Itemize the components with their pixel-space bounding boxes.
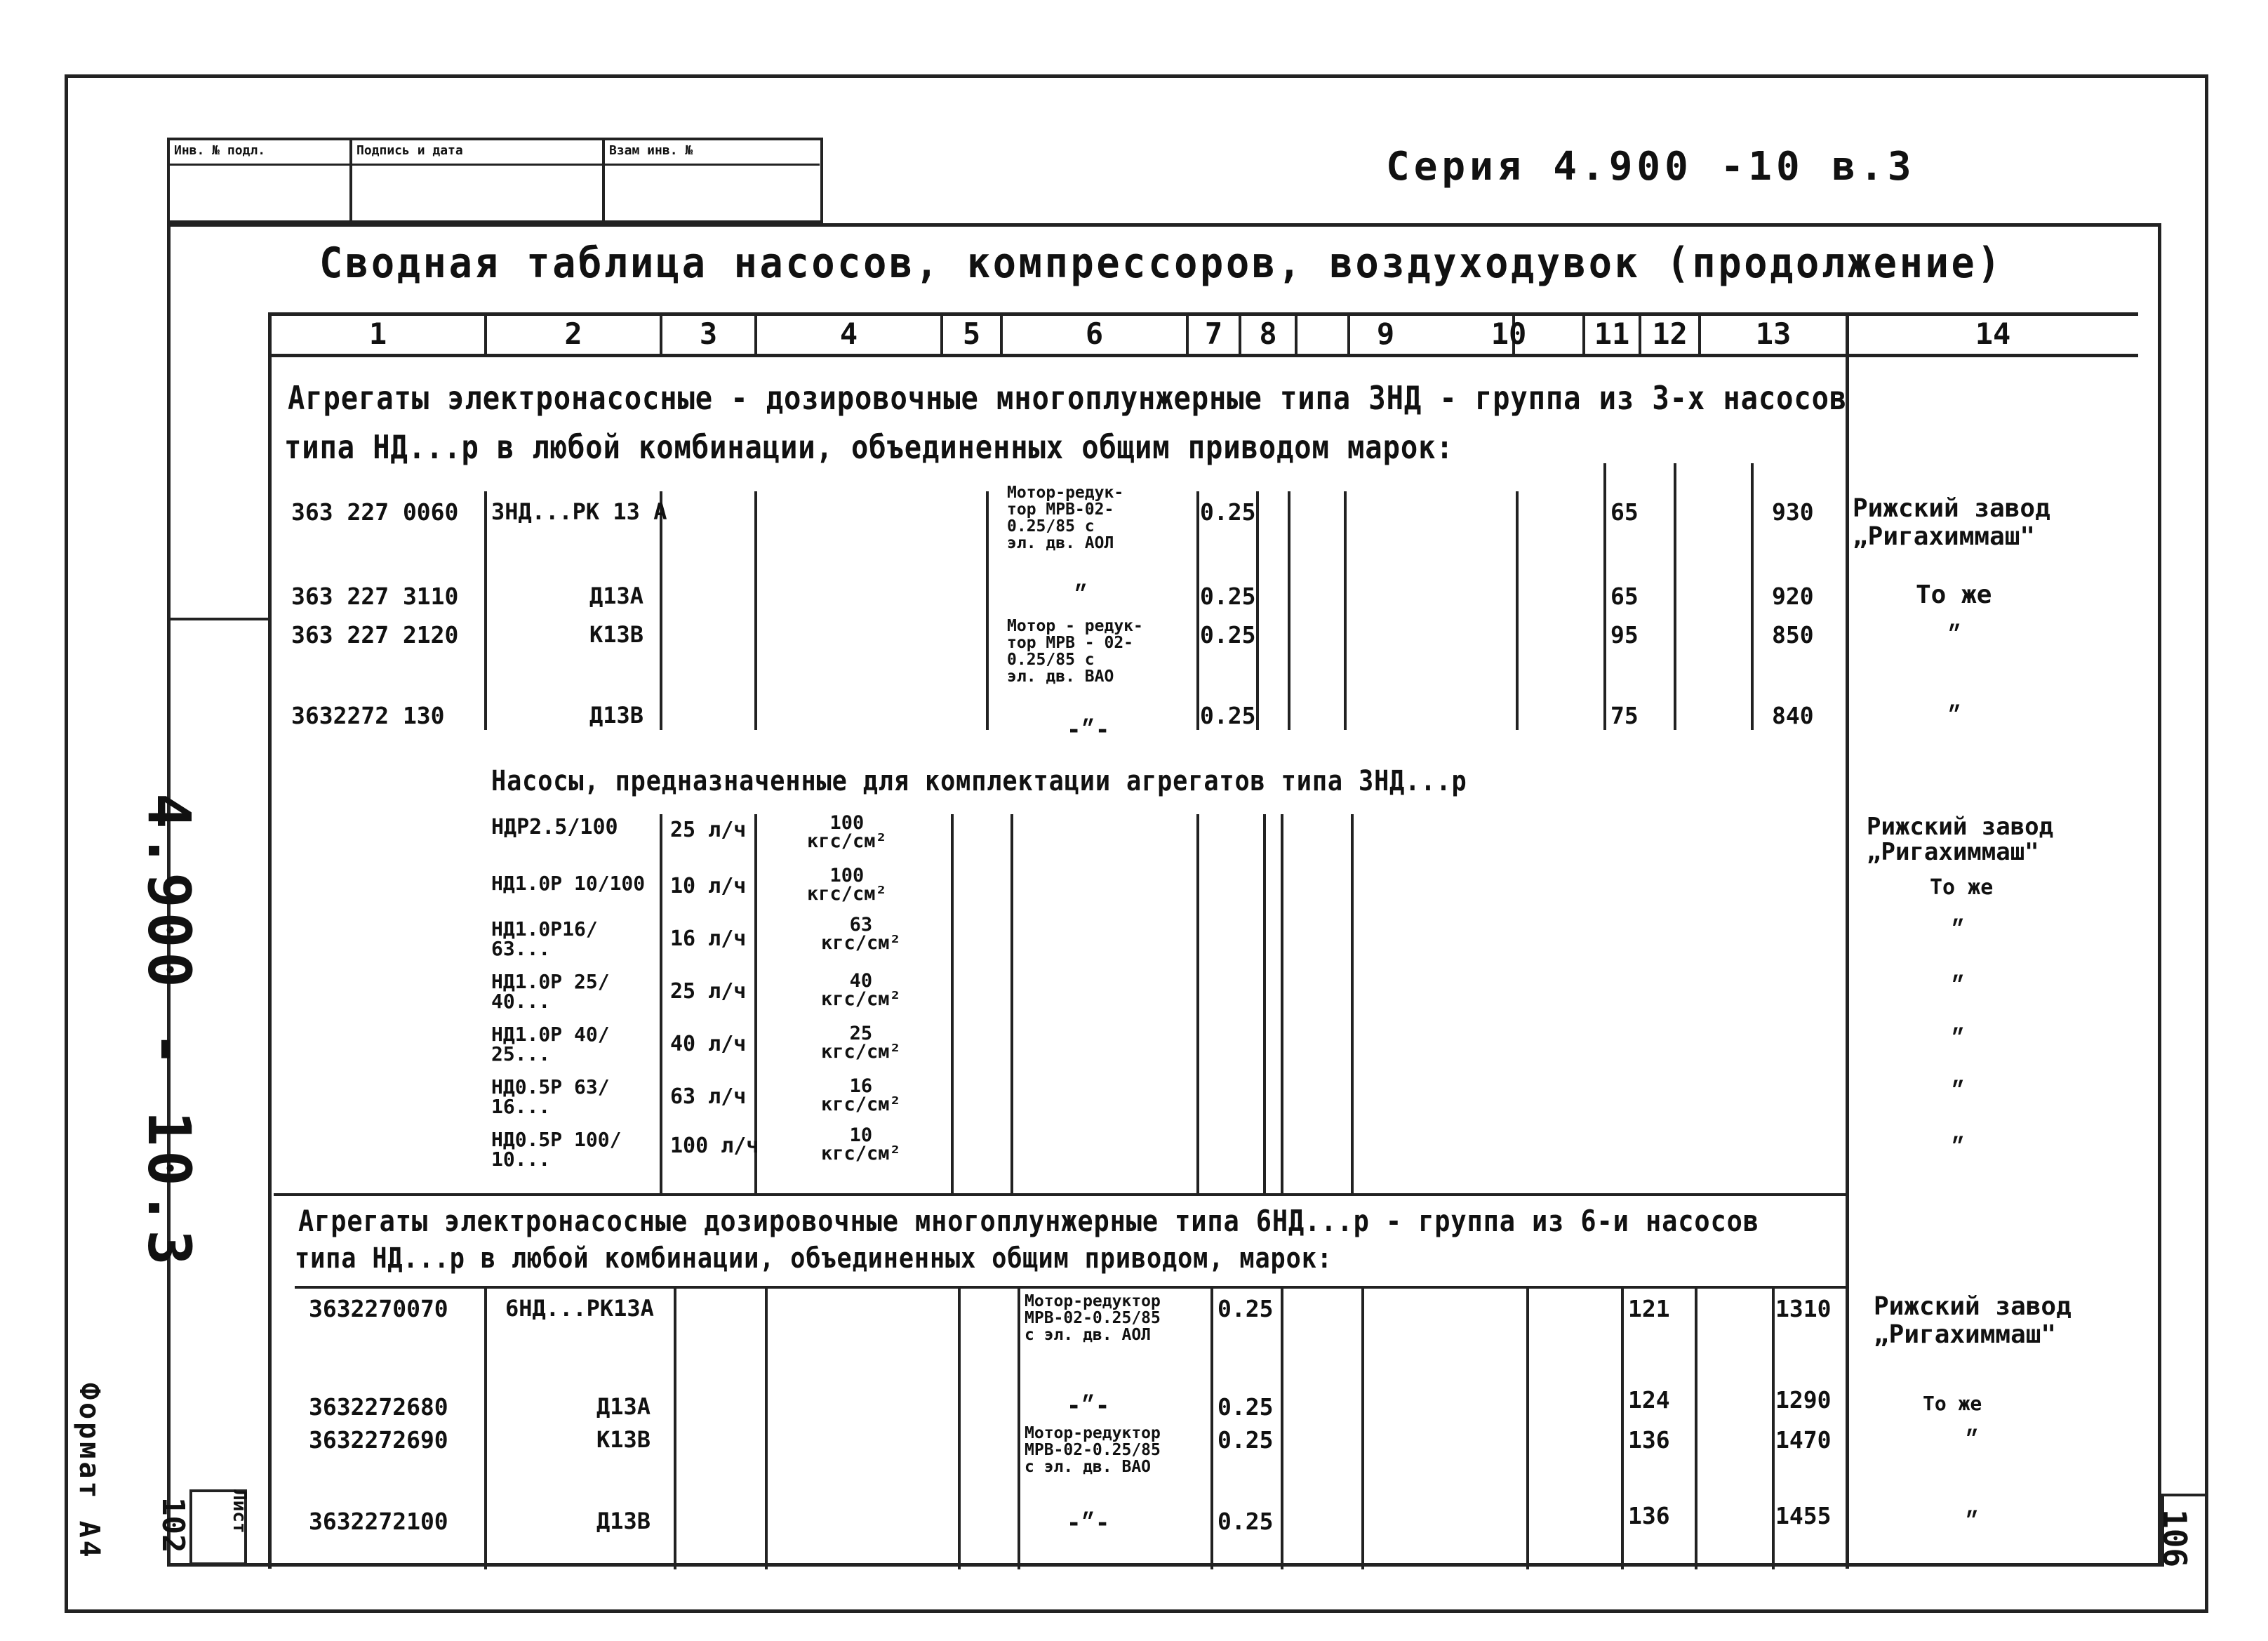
col-rule	[1196, 491, 1199, 730]
col-rule	[1281, 814, 1283, 1193]
s2-row4-power: 0.25	[1218, 1508, 1274, 1535]
col-rule	[754, 491, 757, 730]
s1-row3-code: 363 227 2120	[291, 621, 459, 649]
col-header-3: 3	[699, 317, 718, 351]
s1-row3-power: 0.25	[1200, 621, 1256, 649]
sub-row7-maker: ״	[1951, 1134, 1966, 1162]
s1-row4-power: 0.25	[1200, 702, 1256, 729]
s2-row3-mark: К13В	[596, 1426, 651, 1453]
stamp-block	[167, 138, 823, 223]
page-number: 106	[2156, 1509, 2194, 1568]
col-rule	[1772, 1289, 1775, 1569]
s1-row1-col11: 65	[1610, 498, 1639, 526]
sub-row3-mark: НД1.0Р16/ 63...	[491, 917, 598, 960]
col-rule	[1018, 1289, 1020, 1569]
s1-row4-col11: 75	[1610, 702, 1639, 729]
s1-row4-col13: 840	[1772, 702, 1814, 729]
s1-row2-power: 0.25	[1200, 583, 1256, 610]
s2-row2-code: 3632272680	[309, 1393, 448, 1421]
section-divider	[274, 1193, 1849, 1196]
col-header-14: 14	[1975, 317, 2011, 351]
page-title: Сводная таблица насосов, компрессоров, воздуходувок (продолжение)	[319, 239, 2003, 288]
col-rule	[1526, 1289, 1529, 1569]
s1-row2-col13: 920	[1772, 583, 1814, 610]
sub-row6-flow: 63 л/ч	[670, 1084, 747, 1109]
s1-row4-maker: ״	[1947, 702, 1962, 730]
sub-row6-maker: ״	[1951, 1077, 1966, 1105]
s1-row2-mark: Д13А	[589, 583, 644, 609]
col-rule	[484, 491, 487, 730]
col-rule	[1210, 1289, 1213, 1569]
col-header-6: 6	[1085, 317, 1104, 351]
s1-row1-col13: 930	[1772, 498, 1814, 526]
series-label: Серия 4.900 -10 в.3	[1386, 144, 1916, 190]
s2-row4-code: 3632272100	[309, 1508, 448, 1535]
sub-row2-mark: НД1.0Р 10/100	[491, 872, 646, 895]
s1-row4-code: 3632272 130	[291, 702, 445, 729]
col-header-4: 4	[839, 317, 858, 351]
sub-row2-pressure: 100 кгс/см²	[807, 865, 887, 905]
sub-row5-flow: 40 л/ч	[670, 1032, 747, 1056]
col-rule	[660, 491, 662, 730]
s2-row3-col13: 1470	[1775, 1426, 1832, 1454]
col-rule	[1010, 814, 1013, 1193]
sub-row7-pressure: 10 кгс/см²	[821, 1124, 901, 1164]
subsection-heading: Насосы, предназначенные для комплектации агрегатов типа 3НД...р	[491, 765, 1467, 797]
section1-heading-line2: типа НД...р в любой комбинации, объединенных общим приводом марок:	[284, 428, 1454, 466]
table-left-rule	[268, 312, 272, 1569]
col-rule	[1256, 491, 1259, 730]
col-rule	[986, 491, 989, 730]
sheet-number: 102	[155, 1497, 191, 1553]
stamp-vzam-inv: Взам инв. №	[605, 140, 820, 166]
s1-row3-drive: Мотор - редук- тор МРВ - 02- 0.25/85 с эл. дв. ВАО	[1007, 617, 1143, 686]
sub-row6-pressure: 16 кгс/см²	[821, 1075, 901, 1115]
sub-row7-flow: 100 л/ч	[670, 1134, 759, 1158]
s2-row2-maker: То же	[1923, 1392, 1982, 1415]
sub-row7-mark: НД0.5Р 100/ 10...	[491, 1128, 622, 1171]
s2-row2-drive: -״-	[1067, 1392, 1110, 1420]
sub-row3-pressure: 63 кгс/см²	[821, 914, 901, 954]
s2-row3-col11: 136	[1628, 1426, 1670, 1454]
col-rule	[660, 814, 662, 1193]
s1-row3-col11: 95	[1610, 621, 1639, 649]
section2-heading-line2: типа НД...р в любой комбинации, объединенных общим приводом, марок:	[295, 1242, 1333, 1275]
s1-row1-code: 363 227 0060	[291, 498, 459, 526]
col14-rule	[1846, 312, 1849, 1569]
col-rule	[484, 1289, 487, 1569]
col-rule	[951, 814, 954, 1193]
s1-row4-mark: Д13В	[589, 702, 644, 729]
s1-row1-mark: 3НД...РК 13 А	[491, 498, 667, 525]
s2-row1-col13: 1310	[1775, 1295, 1832, 1322]
s2-row1-col11: 121	[1628, 1295, 1670, 1322]
s1-row2-drive: ״	[1074, 581, 1088, 609]
sub-row1-pressure: 100 кгс/см²	[807, 812, 887, 852]
col-rule	[958, 1289, 961, 1569]
s2-row4-drive: -״-	[1067, 1509, 1110, 1537]
col-header-12: 12	[1652, 317, 1688, 351]
sub-row4-mark: НД1.0Р 25/ 40...	[491, 970, 610, 1013]
table-header-rule	[268, 354, 2138, 357]
s2-row2-mark: Д13А	[596, 1393, 651, 1420]
s2-row3-code: 3632272690	[309, 1426, 448, 1454]
col-rule	[1751, 463, 1754, 730]
sub-row2-flow: 10 л/ч	[670, 874, 747, 898]
s2-row4-maker: ״	[1965, 1508, 1980, 1536]
col-header-1: 1	[368, 317, 387, 351]
sub-row6-mark: НД0.5Р 63/ 16...	[491, 1075, 610, 1118]
section2-header-rule	[295, 1286, 1849, 1289]
section2-heading-line1: Агрегаты электронасосные дозировочные многоплунжерные типа 6НД...р - группа из 6-и насосов	[298, 1204, 1759, 1238]
col-rule	[765, 1289, 768, 1569]
sub-row2-maker: То же	[1930, 875, 1994, 900]
s2-row1-code: 3632270070	[309, 1295, 448, 1322]
col-header-13: 13	[1755, 317, 1792, 351]
sub-row5-mark: НД1.0Р 40/ 25...	[491, 1023, 610, 1065]
sheet-label: Лист	[229, 1489, 250, 1534]
col-rule	[1603, 463, 1606, 730]
s2-row1-mark: 6НД...РК13А	[505, 1295, 654, 1322]
s1-row3-mark: К13В	[589, 621, 644, 648]
sub-row3-flow: 16 л/ч	[670, 926, 747, 951]
s1-row1-power: 0.25	[1200, 498, 1256, 526]
col-rule	[1344, 491, 1347, 730]
sub-row5-pressure: 25 кгс/см²	[821, 1023, 901, 1063]
s2-row1-drive: Мотор-редуктор МРВ-02-0.25/85 с эл. дв. АОЛ	[1025, 1292, 1161, 1344]
s1-row2-code: 363 227 3110	[291, 583, 459, 610]
stamp-inv-podl: Инв. № подл.	[170, 140, 352, 166]
col-rule	[674, 1289, 676, 1569]
col-rule	[1263, 814, 1266, 1193]
s1-row3-maker: ״	[1947, 621, 1962, 649]
s1-row4-drive: -״-	[1067, 716, 1110, 744]
inner-frame	[167, 223, 2161, 1567]
s2-row4-col13: 1455	[1775, 1502, 1832, 1529]
sub-row4-pressure: 40 кгс/см²	[821, 970, 901, 1010]
s1-row2-col11: 65	[1610, 583, 1639, 610]
col-rule	[1621, 1289, 1624, 1569]
s2-row2-power: 0.25	[1218, 1393, 1274, 1421]
sub-row5-maker: ״	[1951, 1025, 1966, 1053]
s1-row1-maker: Рижский завод „Ригахиммаш"	[1853, 494, 2050, 551]
s1-row1-drive: Мотор-редук- тор МРВ-02- 0.25/85 с эл. дв. АОЛ	[1007, 484, 1124, 552]
s2-row4-col11: 136	[1628, 1502, 1670, 1529]
s1-row3-col13: 850	[1772, 621, 1814, 649]
col-header-9: 9	[1376, 317, 1395, 351]
col-rule	[1695, 1289, 1697, 1569]
s2-row3-drive: Мотор-редуктор МРВ-02-0.25/85 с эл. дв. ВАО	[1025, 1424, 1161, 1476]
s2-row4-mark: Д13В	[596, 1508, 651, 1534]
s1-row2-maker: То же	[1916, 580, 1992, 609]
col-header-11: 11	[1594, 317, 1630, 351]
col-rule	[1281, 1289, 1283, 1569]
col-rule	[1288, 491, 1290, 730]
col-rule	[1351, 814, 1354, 1193]
col-header-5: 5	[962, 317, 981, 351]
sub-row4-maker: ״	[1951, 972, 1966, 1000]
sub-row4-flow: 25 л/ч	[670, 979, 747, 1004]
col-rule	[1516, 491, 1519, 730]
sub-row1-mark: НДР2.5/100	[491, 815, 618, 839]
s2-row2-col13: 1290	[1775, 1386, 1832, 1414]
col-header-2: 2	[564, 317, 582, 351]
s2-row2-col11: 124	[1628, 1386, 1670, 1414]
sub-row1-flow: 25 л/ч	[670, 818, 747, 842]
sub-row3-maker: ״	[1951, 916, 1966, 944]
s2-row1-maker: Рижский завод „Ригахиммаш"	[1874, 1292, 2072, 1349]
s2-row3-maker: ״	[1965, 1426, 1980, 1454]
col-header-7: 7	[1204, 317, 1223, 351]
col-header-8: 8	[1259, 317, 1277, 351]
side-document-code: 4.900 - 10.3	[135, 793, 204, 1270]
col-rule	[1361, 1289, 1364, 1569]
s2-row3-power: 0.25	[1218, 1426, 1274, 1454]
col-rule	[1196, 814, 1199, 1193]
margin-rule	[167, 618, 271, 620]
col-header-10: 10	[1490, 317, 1527, 351]
sub-row1-maker: Рижский завод „Ригахиммаш"	[1867, 813, 2054, 866]
stamp-podpis-data: Подпись и дата	[352, 140, 605, 166]
format-label: Формат А4	[73, 1383, 105, 1560]
s2-row1-power: 0.25	[1218, 1295, 1274, 1322]
section1-heading-line1: Агрегаты электронасосные - дозировочные многоплунжерные типа 3НД - группа из 3-х насосов	[288, 379, 1848, 417]
col-rule	[1674, 463, 1676, 730]
